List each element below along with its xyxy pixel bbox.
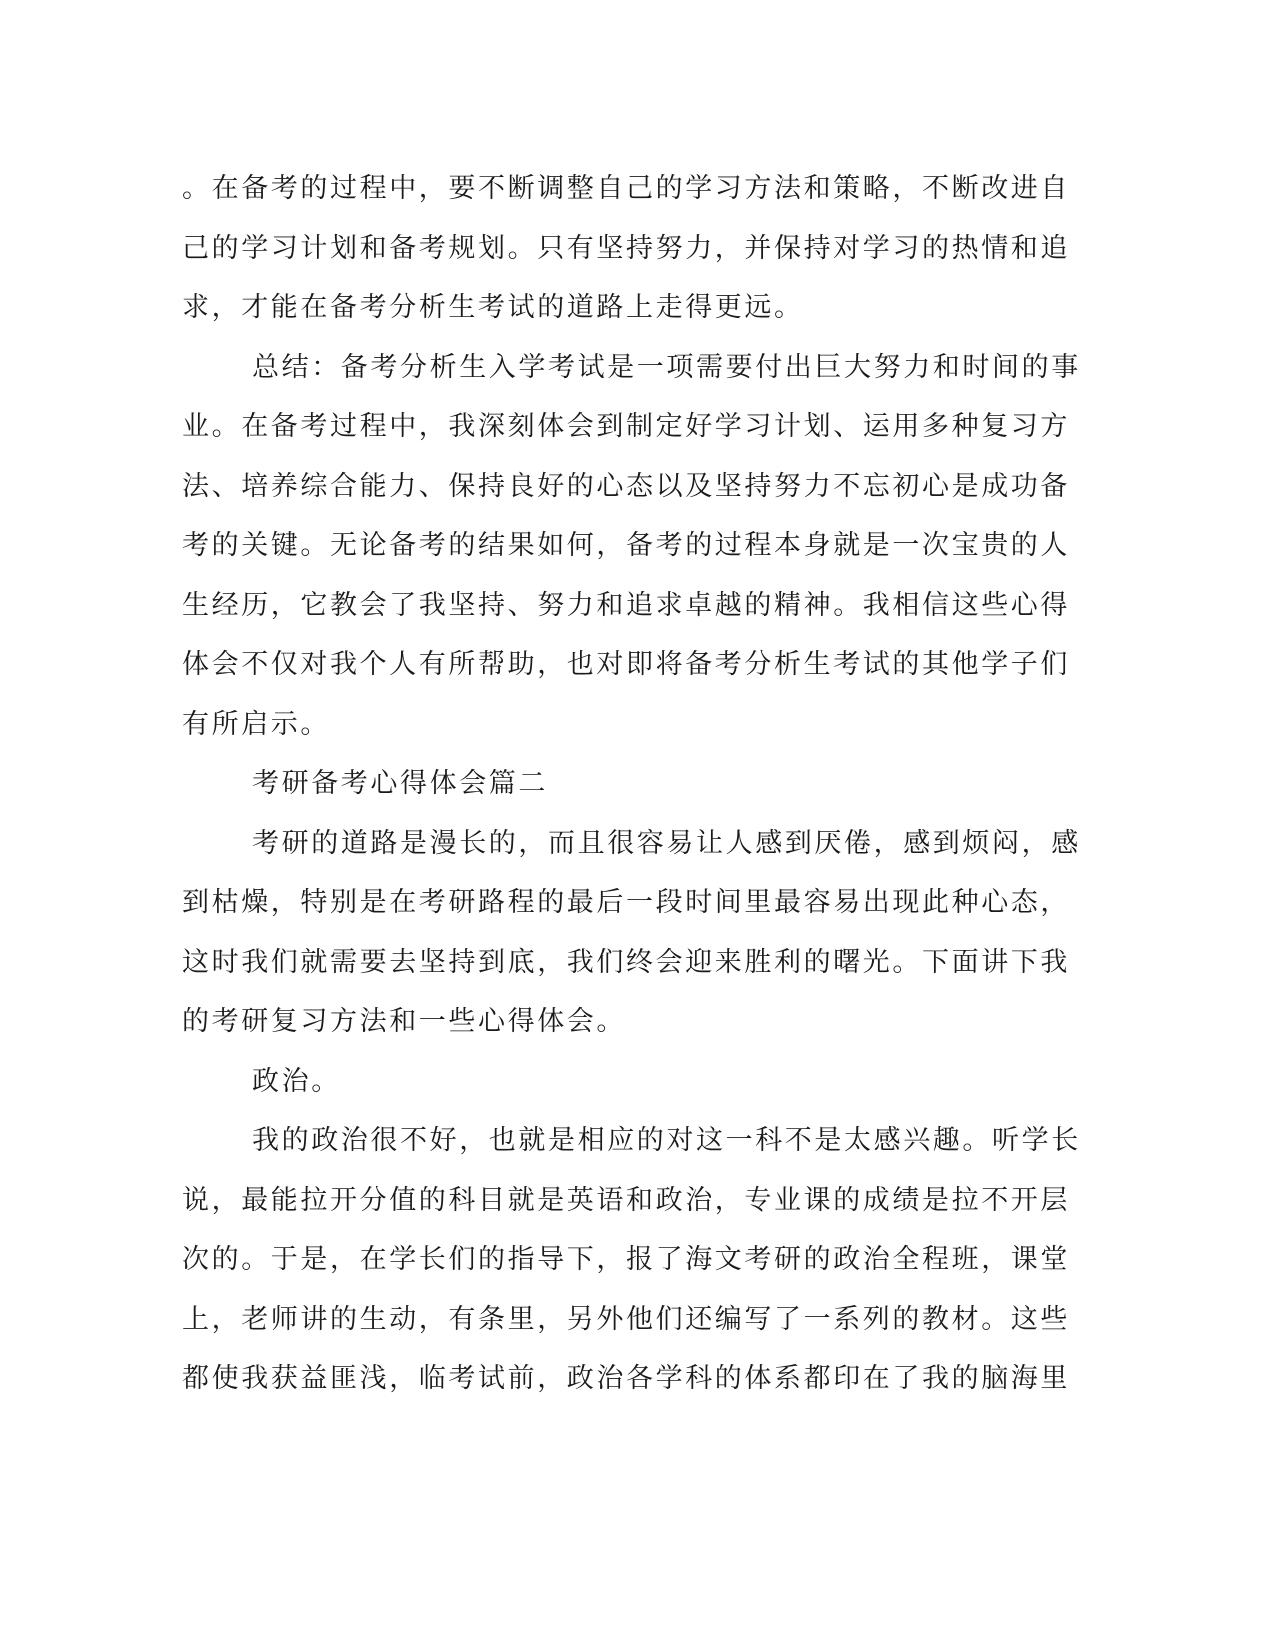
text-line: 己的学习计划和备考规划。只有坚持努力，并保持对学习的热情和追 — [182, 232, 1070, 264]
paragraph-start-line: 考研的道路是漫长的，而且很容易让人感到厌倦，感到烦闷，感 — [252, 827, 1081, 859]
text-line: 都使我获益匪浅，临考试前，政治各学科的体系都印在了我的脑海里 — [182, 1363, 1070, 1394]
paragraph-start-line: 总结：备考分析生入学考试是一项需要付出巨大努力和时间的事 — [252, 351, 1081, 383]
section-heading: 考研备考心得体会篇二 — [252, 768, 548, 799]
text-line: 说，最能拉开分值的科目就是英语和政治，专业课的成绩是拉不开层 — [182, 1184, 1070, 1216]
text-line: 业。在备考过程中，我深刻体会到制定好学习计划、运用多种复习方 — [182, 411, 1070, 442]
text-line: 有所启示。 — [182, 708, 330, 740]
text-line: 这时我们就需要去坚持到底，我们终会迎来胜利的曙光。下面讲下我 — [182, 946, 1070, 978]
text-line: 求，才能在备考分析生考试的道路上走得更远。 — [182, 292, 804, 323]
text-line: 的考研复习方法和一些心得体会。 — [182, 1006, 626, 1037]
text-line: 上，老师讲的生动，有条里，另外他们还编写了一系列的教材。这些 — [182, 1303, 1070, 1335]
text-line: 。在备考的过程中，要不断调整自己的学习方法和策略，不断改进自 — [182, 173, 1070, 204]
document-body — [182, 159, 1081, 1409]
text-line: 次的。于是，在学长们的指导下，报了海文考研的政治全程班，课堂 — [182, 1244, 1070, 1275]
subsection-heading: 政治。 — [252, 1065, 341, 1097]
paragraph-start-line: 我的政治很不好，也就是相应的对这一科不是太感兴趣。听学长 — [252, 1125, 1081, 1156]
text-line: 考的关键。无论备考的结果如何，备考的过程本身就是一次宝贵的人 — [182, 530, 1070, 561]
text-line: 生经历，它教会了我坚持、努力和追求卓越的精神。我相信这些心得 — [182, 589, 1070, 621]
text-line: 法、培养综合能力、保持良好的心态以及坚持努力不忘初心是成功备 — [182, 470, 1070, 502]
text-line: 体会不仅对我个人有所帮助，也对即将备考分析生考试的其他学子们 — [182, 649, 1070, 680]
text-line: 到枯燥，特别是在考研路程的最后一段时间里最容易出现此种心态， — [182, 887, 1070, 918]
